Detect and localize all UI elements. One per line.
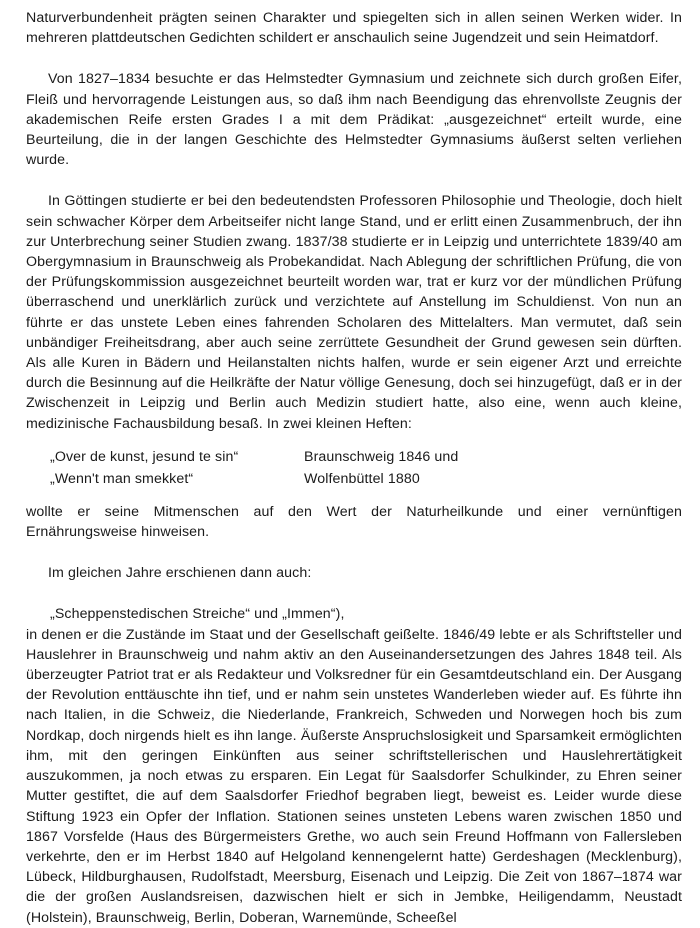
paragraph-gap (26, 490, 682, 502)
paragraph-gymnasium: Von 1827–1834 besuchte er das Helmstedter Gymnasium und zeichnete sich durch großen Eifer, Fleiß und hervorragende Leistungen aus, so daß ihm nach Beendigung das ehrenvollste Zeugnis der akademischen Reife ersten Grades I a mit dem Prädikat: „ausgezeichnet“ erteilt wurde, eine Beurteilung, die in der langen Geschichte des Helmstedter Gymnasiums äußerst selten verliehen wurde. (26, 71, 682, 169)
paragraph-same-year: Im gleichen Jahre erschienen dann auch: (48, 565, 312, 582)
paragraph-gap (26, 434, 682, 446)
paragraph-gap (26, 48, 682, 69)
book-row (26, 468, 682, 490)
book-title: „Wenn't man smekket“ (50, 470, 194, 487)
quoted-work-title: „Scheppenstedischen Streiche“ und „Immen“), (50, 606, 345, 623)
paragraph-studies: In Göttingen studierte er bei den bedeutendsten Professoren Philosophie und Theologie, doch hielt sein schwacher Körper dem Arbeitseifer nicht lange Stand, und er erlitt einen Zusammenbruch, der ihn zur Unterbrechung seiner Studien zwang. 1837/38 studierte er in Leipzig und unterrichtete 1839/40 am Obergymnasium in Braunschweig als Probekandidat. Nach Ablegung der schriftlichen Prüfung, die von der Prüfungskommission ausgezeichnet beurteilt worden war, trat er kurz vor der mündlichen Prüfung überraschend und unerklärlich zurück und verzichtete auf Anstellung im Schuldienst. Von nun an führte er das unstete Leben eines fahrenden Scholaren des Mittelalters. Man vermutet, daß sein unbändiger Freiheitsdrang, aber auch seine zerrüttete Gesundheit der Grund gewesen sein dürften. Als alle Kuren in Bädern und Heilanstalten nichts halfen, wurde er sein eigener Arzt und erreichte durch die Besinnung auf die Heilkräfte der Natur völlige Genesung, doch sei hinzugefügt, daß er in der Zwischenzeit in Leipzig und Berlin auch Medizin studiert hatte, also eine, wenn auch kleine, medizinische Fachausbildung besaß. In zwei kleinen Heften: (26, 193, 682, 432)
paragraph-gap (26, 542, 682, 563)
paragraph-gap (26, 583, 682, 604)
book-title: „Over de kunst, jesund te sin“ (50, 448, 239, 465)
book-row (26, 446, 682, 468)
paragraph-gap (26, 170, 682, 191)
paragraph-naturheilkunde: wollte er seine Mitmenschen auf den Wert der Naturheilkunde und einer vernünftigen Ernährungsweise hinweisen. (26, 503, 682, 541)
book-place: Braunschweig 1846 und (304, 448, 459, 465)
paragraph-travels: in denen er die Zustände im Staat und der Gesellschaft geißelte. 1846/49 lebte er als Schriftsteller und Hauslehrer in Braunschweig und nahm aktiv an den Auseinandersetzungen des Jahres 1848 teil. Als überzeugter Patriot trat er als Redakteur und Volksredner für ein Gesamtdeutschland ein. Der Ausgang der Revolution enttäuschte ihn tief, und er nahm sein unstetes Wanderleben wieder auf. Es führte ihn nach Italien, in die Schweiz, die Niederlande, Frankreich, Schweden und Norwegen hoch bis zum Nordkap, doch nirgends hielt es ihn lange. Äußerste Anspruchslosigkeit und Sparsamkeit ermöglichten ihm, mit den geringen Einkünften aus seiner schriftstellerischen und Hauslehrertätigkeit auszukommen, ja noch etwas zu ersparen. Ein Legat für Saalsdorfer Schulkinder, zu Ehren seiner Mutter gestiftet, die auf dem Saalsdorfer Friedhof begraben liegt, beweist es. Leider wurde diese Stiftung 1923 ein Opfer der Inflation. Stationen seines unsteten Lebens waren zwischen 1850 und 1867 Vorsfelde (Haus des Bürgermeisters Grethe, wo auch sein Freund Hoffmann von Fallersleben verkehrte, den er im Herbst 1840 auf Helgoland kennengelernt hatte) Gerdeshagen (Mecklenburg), Lübeck, Hildburghausen, Rudolfstadt, Meersburg, Eisenach und Leipzig. Die Zeit von 1867–1874 war die der großen Auslandsreisen, dazwischen hielt er sich in Jembke, Heiligendamm, Neustadt (Holstein), Braunschweig, Berlin, Doberan, Warnemünde, Scheeßel (26, 626, 682, 926)
book-place: Wolfenbüttel 1880 (304, 470, 420, 487)
book-list (26, 446, 682, 490)
document-page (26, 8, 682, 928)
paragraph-character: Naturverbundenheit prägten seinen Charakter und spiegelten sich in allen seinen Werken wider. In mehreren plattdeutschen Gedichten schildert er anschaulich seine Jugendzeit und sein Heimatdorf. (26, 10, 682, 47)
